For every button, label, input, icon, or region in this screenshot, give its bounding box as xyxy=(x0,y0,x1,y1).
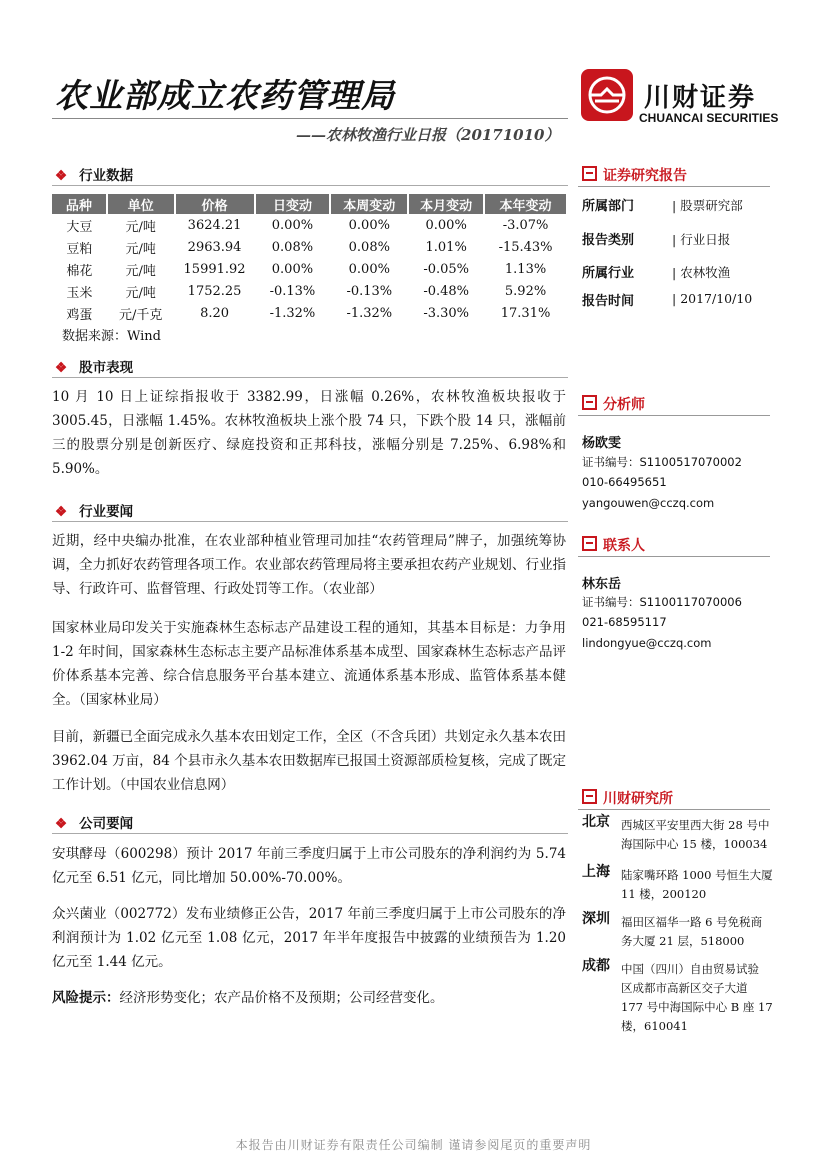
meta-label: 所属行业 xyxy=(582,266,635,281)
table-cell: 元/千克 xyxy=(119,307,163,323)
risk-note xyxy=(52,986,566,1010)
table-cell: -0.48% xyxy=(423,283,470,299)
sidebar-heading-institute: 川财研究所 xyxy=(582,788,673,808)
table-cell: -15.43% xyxy=(498,239,553,255)
meta-label: 报告时间 xyxy=(582,294,635,309)
column-header: 本年变动 xyxy=(484,194,567,214)
contact-name: 林东岳 xyxy=(582,577,622,592)
table-cell: 5.92% xyxy=(504,283,547,299)
table-cell: 鸡蛋 xyxy=(66,307,93,323)
report-icon xyxy=(582,166,597,181)
sidebar-heading-analyst: 分析师 xyxy=(582,394,645,414)
column-header: 单位 xyxy=(107,194,175,214)
office-city: 上海 xyxy=(582,864,610,880)
risk-text: 经济形势变化；农产品价格不及预期；公司经营变化。 xyxy=(119,990,444,1006)
news-paragraph: 目前，新疆已全面完成永久基本农田划定工作，全区（不含兵团）共划定永久基本农田 3962.04 万亩，84 个县市永久基本农田数据库已报国土资源部质检复核，完成了既定工作计划。（中国农业信息网） xyxy=(52,729,566,793)
office-city: 深圳 xyxy=(582,911,610,927)
office-address: 陆家嘴环路 1000 号恒生大厦 11 楼，200120 xyxy=(621,868,773,901)
brand-name-en: CHUANCAI SECURITIES xyxy=(639,111,779,125)
report-subtitle: ——农林牧渔行业日报（20171010） xyxy=(296,126,560,144)
table-cell: 元/吨 xyxy=(125,219,156,235)
column-header: 品种 xyxy=(52,194,107,214)
meta-value: | 股票研究部 xyxy=(672,198,743,213)
office-city: 成都 xyxy=(582,958,610,974)
meta-label: 所属部门 xyxy=(582,199,635,214)
sidebar-divider xyxy=(578,809,770,810)
sidebar-heading-contact: 联系人 xyxy=(582,535,645,555)
table-header-row xyxy=(52,194,567,214)
analyst-cert: 证书编号：S1100517070002 xyxy=(582,455,742,469)
diamond-bullet-icon: ❖ xyxy=(55,816,68,832)
meta-value: | 行业日报 xyxy=(672,232,731,247)
section-divider xyxy=(52,521,568,522)
table-cell: -0.05% xyxy=(423,261,470,277)
table-row xyxy=(52,214,567,236)
column-header: 本月变动 xyxy=(408,194,484,214)
table-cell: 0.00% xyxy=(271,217,314,233)
column-header: 日变动 xyxy=(255,194,331,214)
meta-value: | 2017/10/10 xyxy=(672,291,753,306)
contact-phone: 021-68595117 xyxy=(582,615,667,629)
table-cell: 大豆 xyxy=(66,219,93,235)
sidebar-heading-report: 证券研究报告 xyxy=(582,165,687,185)
table-row xyxy=(52,280,567,302)
section-heading-industry-data: ❖ 行业数据 xyxy=(55,168,134,184)
table-cell: 0.00% xyxy=(348,217,390,233)
report-title: 农业部成立农药管理局 xyxy=(55,76,395,115)
brand-logo-icon xyxy=(581,69,633,121)
building-icon xyxy=(582,789,597,804)
contact-email[interactable]: lindongyue@cczq.com xyxy=(582,636,712,650)
table-cell: 0.00% xyxy=(425,217,467,233)
table-cell: 3624.21 xyxy=(187,217,242,233)
office-address: 福田区福华一路 6 号免税商 务大厦 21 层，518000 xyxy=(621,915,763,948)
office-address: 中国（四川）自由贸易试验 区成都市高新区交子大道 177 号中海国际中心 B 座 17 楼，610041 xyxy=(621,962,773,1033)
diamond-bullet-icon: ❖ xyxy=(55,168,68,184)
table-cell: 玉米 xyxy=(66,285,93,301)
table-row xyxy=(52,302,567,324)
table-row xyxy=(52,258,567,280)
table-cell: 15991.92 xyxy=(183,261,246,277)
table-cell: -1.32% xyxy=(269,305,316,321)
column-header: 价格 xyxy=(175,194,255,214)
diamond-bullet-icon: ❖ xyxy=(55,504,68,520)
table-cell: 0.08% xyxy=(271,239,314,255)
section-heading-news: ❖ 行业要闻 xyxy=(55,504,134,520)
office-city: 北京 xyxy=(582,814,610,830)
table-cell: -3.07% xyxy=(502,217,549,233)
table-cell: -1.32% xyxy=(346,305,393,321)
company-paragraph: 众兴菌业（002772）发布业绩修正公告，2017 年前三季度归属于上市公司股东的净利润预计为 1.02 亿元至 1.08 亿元，2017 年半年度报告中披露的业绩预告为 1.20 亿元至 1.44 亿元。 xyxy=(52,906,566,970)
table-cell: 元/吨 xyxy=(125,285,156,301)
office-address: 西城区平安里西大街 28 号中 海国际中心 15 楼，100034 xyxy=(621,818,770,851)
person-icon xyxy=(582,395,597,410)
table-cell: 2963.94 xyxy=(187,239,242,255)
table-cell: 1.01% xyxy=(425,239,467,255)
risk-label: 风险提示： xyxy=(52,990,120,1006)
analyst-name: 杨欧雯 xyxy=(582,436,622,451)
header-divider xyxy=(52,118,568,119)
footer-disclaimer: 本报告由川财证券有限责任公司编制 谨请参阅尾页的重要声明 xyxy=(235,1138,592,1152)
table-cell: 8.20 xyxy=(200,305,230,321)
market-paragraph: 10 月 10 日上证综指报收于 3382.99，日涨幅 0.26%，农林牧渔板块报收于 3005.45，日涨幅 1.45%。农林牧渔板块上涨个股 74 只，下跌个股 14 只，涨幅前三的股票分别是创新医疗、绿庭投资和正邦科技，涨幅分别是 7.25%、6.98%和 5.90%。 xyxy=(52,389,566,477)
diamond-bullet-icon: ❖ xyxy=(55,360,68,376)
section-heading-market: ❖ 股市表现 xyxy=(55,360,134,376)
news-paragraph: 国家林业局印发关于实施森林生态标志产品建设工程的通知，其基本目标是：力争用 1-2 年时间，国家森林生态标志主要产品标准体系基本成型、国家森林生态标志产品评价体系基本完善、综合信息服务平台基本建立、流通体系基本形成、监管体系基本健全。（国家林业局） xyxy=(52,620,566,708)
section-divider xyxy=(52,833,568,834)
table-cell: 17.31% xyxy=(500,305,551,321)
section-divider xyxy=(52,185,568,186)
table-cell: 豆粕 xyxy=(66,241,93,257)
contact-cert: 证书编号：S1100117070006 xyxy=(582,595,742,609)
table-cell: -0.13% xyxy=(269,283,316,299)
sidebar-divider xyxy=(578,415,770,416)
table-cell: 1752.25 xyxy=(187,283,242,299)
sidebar-divider xyxy=(578,556,770,557)
table-cell: 0.00% xyxy=(271,261,314,277)
column-header: 本周变动 xyxy=(330,194,408,214)
meta-value: | 农林牧渔 xyxy=(672,265,731,280)
table-cell: 元/吨 xyxy=(125,241,156,257)
table-cell: 棉花 xyxy=(66,263,93,279)
contact-icon xyxy=(582,536,597,551)
sidebar-divider xyxy=(578,186,770,187)
table-cell: -3.30% xyxy=(423,305,470,321)
meta-label: 报告类别 xyxy=(582,233,635,248)
table-row xyxy=(52,236,567,258)
brand-name-cn: 川财证券 xyxy=(644,83,757,113)
company-paragraph: 安琪酵母（600298）预计 2017 年前三季度归属于上市公司股东的净利润约为 5.74 亿元至 6.51 亿元，同比增加 50.00%-70.00%。 xyxy=(52,846,566,886)
industry-data-table xyxy=(52,194,568,324)
analyst-phone: 010-66495651 xyxy=(582,475,667,489)
analyst-email[interactable]: yangouwen@cczq.com xyxy=(582,496,715,510)
table-cell: 1.13% xyxy=(504,261,547,277)
news-paragraph: 近期，经中央编办批准，在农业部种植业管理司加挂“农药管理局”牌子，加强统筹协调，全力抓好农药管理各项工作。农业部农药管理局将主要承担农药产业规划、行业指导、行政许可、监督管理、行政处罚等工作。（农业部） xyxy=(52,533,566,597)
data-source-note: 数据来源：Wind xyxy=(62,329,161,344)
section-divider xyxy=(52,377,568,378)
table-cell: 元/吨 xyxy=(125,263,156,279)
section-heading-company: ❖ 公司要闻 xyxy=(55,816,134,832)
table-cell: 0.00% xyxy=(348,261,390,277)
table-cell: 0.08% xyxy=(348,239,390,255)
table-cell: -0.13% xyxy=(346,283,393,299)
